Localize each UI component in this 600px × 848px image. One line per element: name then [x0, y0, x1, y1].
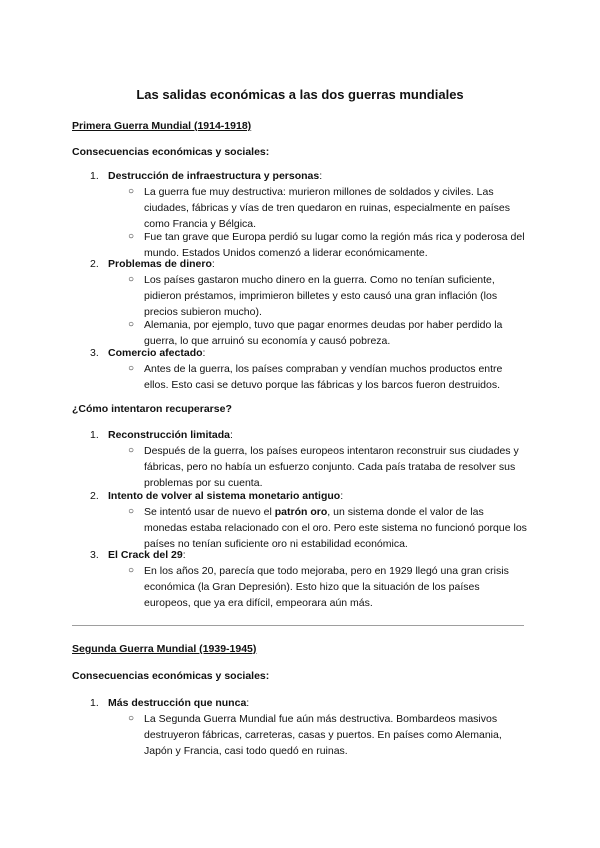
bullet-icon: ○ [128, 713, 135, 724]
list-item-label: Destrucción de infraestructura y personas [108, 170, 320, 182]
consequences-heading: Consecuencias económicas y sociales: [72, 146, 270, 158]
bullet-text: Los países gastaron mucho dinero en la guerra. Como no tenían suficiente, pidieron préstamos, imprimieron billetes y esto causó una gran inflación (los precios subieron mucho). [144, 274, 498, 318]
bullet-text: Se intentó usar de nuevo el patrón oro, un sistema donde el valor de las monedas estaba relacionado con el oro. Pero este sistema no funcionó porque los países no tenían suficiente oro ni estabilidad económica. [144, 506, 527, 550]
bullet-text: En los años 20, parecía que todo mejoraba, pero en 1929 llegó una gran crisis económica (la Gran Depresión). Esto hizo que la situación de los países europeos, que ya era difícil, empeorara aún más. [144, 565, 509, 609]
list-item-problemas-dinero: 2. Problemas de dinero: [90, 258, 215, 270]
list-item [128, 563, 528, 611]
bullet-icon: ○ [128, 506, 135, 517]
section-title-segunda-guerra: Segunda Guerra Mundial (1939-1945) [72, 643, 257, 655]
bullet-text: La Segunda Guerra Mundial fue aún más destructiva. Bombardeos masivos destruyeron fábricas, carreteras, casas y puertos. En países como Alemania, Japón y Francia, casi todo quedó en ruinas. [144, 713, 502, 757]
list-number: 1. [90, 697, 99, 709]
bullet-text: Alemania, por ejemplo, tuvo que pagar enormes deudas por haber perdido la guerra, lo que arruinó su economía y causó pobreza. [144, 319, 503, 347]
list-item-label: Reconstrucción limitada [108, 429, 230, 441]
recovery-heading: ¿Cómo intentaron recuperarse? [72, 403, 232, 415]
bullet-icon: ○ [128, 186, 135, 197]
list-item-reconstruccion: 1. Reconstrucción limitada: [90, 429, 233, 441]
list-item-label: Intento de volver al sistema monetario antiguo [108, 490, 341, 502]
bullet-icon: ○ [128, 363, 135, 374]
bullet-icon: ○ [128, 445, 135, 456]
bullet-text: Después de la guerra, los países europeos intentaron reconstruir sus ciudades y fábricas, pero no había un esfuerzo conjunto. Cada país trataba de resolver sus problemas por su cuenta. [144, 445, 519, 489]
list-number: 1. [90, 170, 99, 182]
list-item [128, 272, 528, 320]
list-item-label: Problemas de dinero [108, 258, 212, 270]
list-number: 2. [90, 258, 99, 270]
bullet-text: Fue tan grave que Europa perdió su lugar como la región más rica y poderosa del mundo. Estados Unidos comenzó a liderar económicamente. [144, 231, 525, 259]
list-number: 1. [90, 429, 99, 441]
list-item [128, 184, 528, 232]
section-title-primera-guerra: Primera Guerra Mundial (1914-1918) [72, 120, 252, 132]
bullet-text: Antes de la guerra, los países compraban y vendían muchos productos entre ellos. Esto casi se detuvo porque las fábricas y los barcos fueron destruidos. [144, 363, 503, 391]
list-item-destruccion: 1. Destrucción de infraestructura y personas: [90, 170, 323, 182]
bullet-text: La guerra fue muy destructiva: murieron millones de soldados y civiles. Las ciudades, fábricas y vías de tren quedaron en ruinas, especialmente en países como Francia y Bélgica. [144, 186, 510, 230]
list-item-sistema-monetario: 2. Intento de volver al sistema monetario antiguo: [90, 490, 344, 502]
list-number: 3. [90, 549, 99, 561]
bold-term: patrón oro [274, 506, 328, 518]
list-item-label: Más destrucción que nunca [108, 697, 247, 709]
list-item [128, 504, 528, 552]
bullet-icon: ○ [128, 274, 135, 285]
list-item-label: El Crack del 29 [108, 549, 183, 561]
list-item-crack-29: 3. El Crack del 29: [90, 549, 186, 561]
list-item [128, 361, 528, 393]
list-number: 2. [90, 490, 99, 502]
list-number: 3. [90, 347, 99, 359]
section-divider [72, 625, 524, 626]
list-item-comercio: 3. Comercio afectado: [90, 347, 206, 359]
bullet-icon: ○ [128, 319, 135, 330]
list-item-label: Comercio afectado [108, 347, 203, 359]
document-title: Las salidas económicas a las dos guerras mundiales [136, 87, 464, 102]
bullet-icon: ○ [128, 565, 135, 576]
bullet-icon: ○ [128, 231, 135, 242]
list-item-mas-destruccion: 1. Más destrucción que nunca: [90, 697, 250, 709]
list-item [128, 711, 528, 759]
consequences-heading: Consecuencias económicas y sociales: [72, 670, 270, 682]
list-item [128, 443, 528, 491]
